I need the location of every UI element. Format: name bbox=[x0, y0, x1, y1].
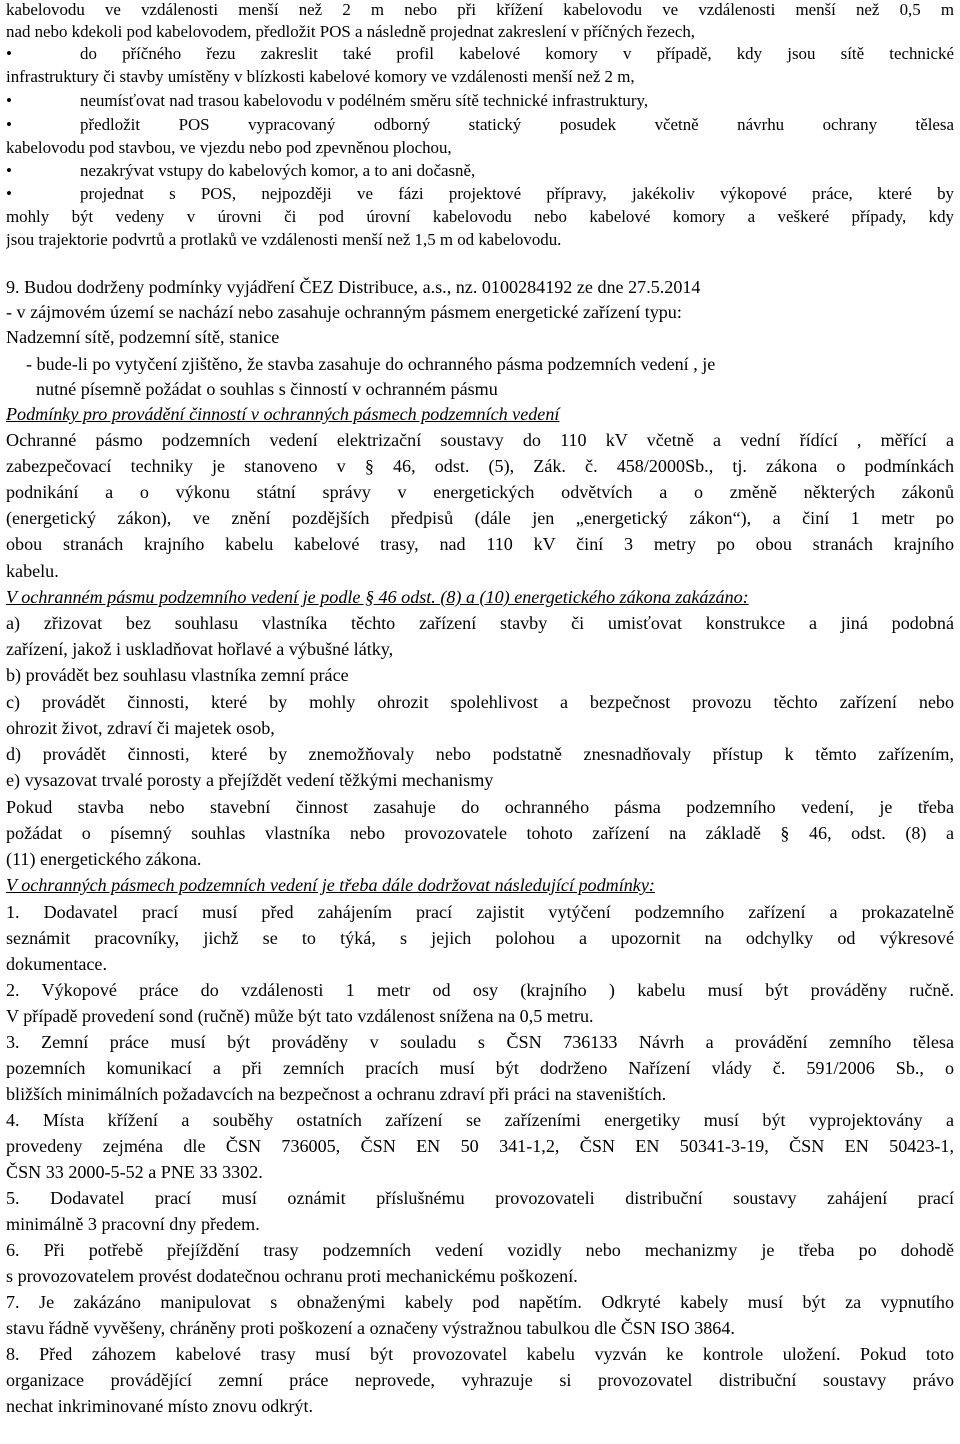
text-line: d) provádět činnosti, které by znemožňovaly nebo podstatně znesnadňovaly přístup k těmto zařízením, bbox=[6, 744, 954, 764]
section-heading: 9. Budou dodrženy podmínky vyjádření ČEZ Distribuce, a.s., nz. 0100284192 ze dne 27.5.2014 bbox=[6, 277, 701, 297]
bullet-icon: • bbox=[6, 184, 12, 203]
text-line: ČSN 33 2000-5-52 a PNE 33 3302. bbox=[6, 1162, 263, 1182]
text-line: minimálně 3 pracovní dny předem. bbox=[6, 1214, 260, 1234]
text-line: nad nebo kdekoli pod kabelovodem, předložit POS a následně projednat zakreslení v příčných řezech, bbox=[6, 22, 696, 41]
text-line: Pokud stavba nebo stavební činnost zasahuje do ochranného pásma podzemního vedení, je třeba bbox=[6, 797, 954, 817]
text-line: - bude-li po vytyčení zjištěno, že stavba zasahuje do ochranného pásma podzemních vedení , je bbox=[26, 354, 716, 374]
list-item-text: 3. Zemní práce musí být prováděny v souladu s ČSN 736133 Návrh a provádění zemního tělesa bbox=[6, 1032, 954, 1052]
text-line: stavu řádně vyvěšeny, chráněny proti poškození a označeny výstražnou tabulkou dle ČSN ISO 3864. bbox=[6, 1318, 735, 1338]
subsection-heading: Podmínky pro provádění činností v ochranných pásmech podzemních vedení bbox=[6, 404, 560, 424]
text-line: - v zájmovém území se nachází nebo zasahuje ochranným pásmem energetické zařízení typu: bbox=[6, 302, 682, 322]
text-line: (energetický zákon), ve znění pozdějších předpisů (dále jen „energetický zákon“), a činí 1 metr po bbox=[6, 508, 954, 528]
text-line: infrastruktury či stavby umístěny v blízkosti kabelové komory ve vzdálenosti menší než 2 m, bbox=[6, 67, 635, 86]
text-line: zabezpečovací techniky je stanoveno v § 46, odst. (5), Zák. č. 458/2000Sb., tj. zákona o podmínkách bbox=[6, 456, 954, 476]
list-item-text: 6. Při potřebě přejíždění trasy podzemních vedení vozidly nebo mechanizmy je třeba po dohodě bbox=[6, 1240, 954, 1260]
text-line: kabelu. bbox=[6, 561, 59, 581]
list-item-text: 2. Výkopové práce do vzdálenosti 1 metr od osy (krajního ) kabelu musí být prováděny ručně. bbox=[6, 980, 954, 1000]
text-line: seznámit pracovníky, jichž se to týká, s jejich polohou a upozornit na odchylky od výkresové bbox=[6, 928, 954, 948]
bullet-icon: • bbox=[6, 161, 12, 180]
text-line: V případě provedení sond (ručně) může být tato vzdálenost snížena na 0,5 metru. bbox=[6, 1006, 594, 1026]
text-line: b) provádět bez souhlasu vlastníka zemní práce bbox=[6, 665, 349, 685]
bullet-item-text: předložit POS vypracovaný odborný statický posudek včetně návrhu ochrany tělesa bbox=[80, 115, 954, 134]
text-line: e) vysazovat trvalé porosty a přejíždět vedení těžkými mechanismy bbox=[6, 770, 494, 790]
text-line: nechat inkriminované místo znovu odkrýt. bbox=[6, 1396, 314, 1416]
bullet-item-text: nezakrývat vstupy do kabelových komor, a to ani dočasně, bbox=[80, 161, 476, 180]
text-line: Nadzemní sítě, podzemní sítě, stanice bbox=[6, 327, 280, 347]
text-line: kabelovodu ve vzdálenosti menší než 2 m nebo při křížení kabelovodu ve vzdálenosti menší než 0,5 m bbox=[6, 0, 954, 19]
text-line: provedeny zejména dle ČSN 736005, ČSN EN 50 341-1,2, ČSN EN 50341-3-19, ČSN EN 50423-1, bbox=[6, 1136, 954, 1156]
text-line: dokumentace. bbox=[6, 954, 107, 974]
list-item-text: 4. Místa křížení a souběhy ostatních zařízení se zařízeními energetiky musí být vyprojektovány a bbox=[6, 1110, 954, 1130]
text-line: pozemních komunikací a při zemních pracích musí být dodrženo Nařízení vlády č. 591/2006 Sb., o bbox=[6, 1058, 954, 1078]
list-item-text: 5. Dodavatel prací musí oznámit příslušnému provozovateli distribuční soustavy zahájení prací bbox=[6, 1188, 954, 1208]
bullet-item-text: do příčného řezu zakreslit také profil kabelové komory v případě, kdy jsou sítě technické bbox=[80, 44, 954, 63]
text-line: organizace provádějící zemní práce neprovede, vyhrazuje si provozovatel distribuční soustavy právo bbox=[6, 1370, 954, 1390]
text-line: c) provádět činnosti, které by mohly ohrozit spolehlivost a bezpečnost provozu těchto zařízení nebo bbox=[6, 692, 954, 712]
text-line: (11) energetického zákona. bbox=[6, 849, 202, 869]
text-line: kabelovodu pod stavbou, ve vjezdu nebo pod zpevněnou plochou, bbox=[6, 138, 452, 157]
text-line: jsou trajektorie podvrtů a protlaků ve vzdálenosti menší než 1,5 m od kabelovodu. bbox=[6, 230, 562, 249]
text-line: podnikání a o výkonu státní správy v energetických odvětvích a o změně některých zákonů bbox=[6, 482, 954, 502]
bullet-icon: • bbox=[6, 91, 12, 110]
bullet-icon: • bbox=[6, 44, 12, 63]
text-line: nutné písemně požádat o souhlas s činností v ochranném pásmu bbox=[36, 379, 498, 399]
list-item-text: 1. Dodavatel prací musí před zahájením prací zajistit vytýčení podzemního zařízení a prokazatelně bbox=[6, 902, 954, 922]
list-item-text: 7. Je zakázáno manipulovat s obnaženými kabely pod napětím. Odkryté kabely musí být za vypnutího bbox=[6, 1292, 954, 1312]
text-line: s provozovatelem provést dodatečnou ochranu proti mechanickému poškození. bbox=[6, 1266, 578, 1286]
text-line: mohly být vedeny v úrovni či pod úrovní kabelovodu nebo kabelové komory a veškeré případy, kdy bbox=[6, 207, 954, 226]
text-line: a) zřizovat bez souhlasu vlastníka těchto zařízení stavby či umisťovat konstrukce a jiná podobná bbox=[6, 613, 954, 633]
text-line: požádat o písemný souhlas vlastníka nebo provozovatele tohoto zařízení na základě § 46, odst. (8) a bbox=[6, 823, 954, 843]
bullet-icon: • bbox=[6, 115, 12, 134]
subsection-heading: V ochranných pásmech podzemních vedení je třeba dále dodržovat následující podmínky: bbox=[6, 875, 655, 895]
text-line: obou stranách krajního kabelu kabelové trasy, nad 110 kV činí 3 metry po obou stranách krajního bbox=[6, 534, 954, 554]
bullet-item-text: projednat s POS, nejpozději ve fázi projektové přípravy, jakékoliv výkopové práce, které by bbox=[80, 184, 954, 203]
list-item-text: 8. Před záhozem kabelové trasy musí být provozovatel kabelu vyzván ke kontrole uložení. Pokud toto bbox=[6, 1344, 954, 1364]
bullet-item-text: neumísťovat nad trasou kabelovodu v podélném směru sítě technické infrastruktury, bbox=[80, 91, 649, 110]
text-line: Ochranné pásmo podzemních vedení elektrizační soustavy do 110 kV včetně a vední řídící , měřící a bbox=[6, 430, 954, 450]
text-line: zařízení, jakož i uskladňovat hořlavé a výbušné látky, bbox=[6, 639, 394, 659]
text-line: bližších minimálních požadavcích na bezpečnost a ochranu zdraví při práci na staveništích. bbox=[6, 1084, 667, 1104]
text-line: ohrozit život, zdraví či majetek osob, bbox=[6, 718, 275, 738]
subsection-heading: V ochranném pásmu podzemního vedení je podle § 46 odst. (8) a (10) energetického zákona zakázáno: bbox=[6, 587, 749, 607]
